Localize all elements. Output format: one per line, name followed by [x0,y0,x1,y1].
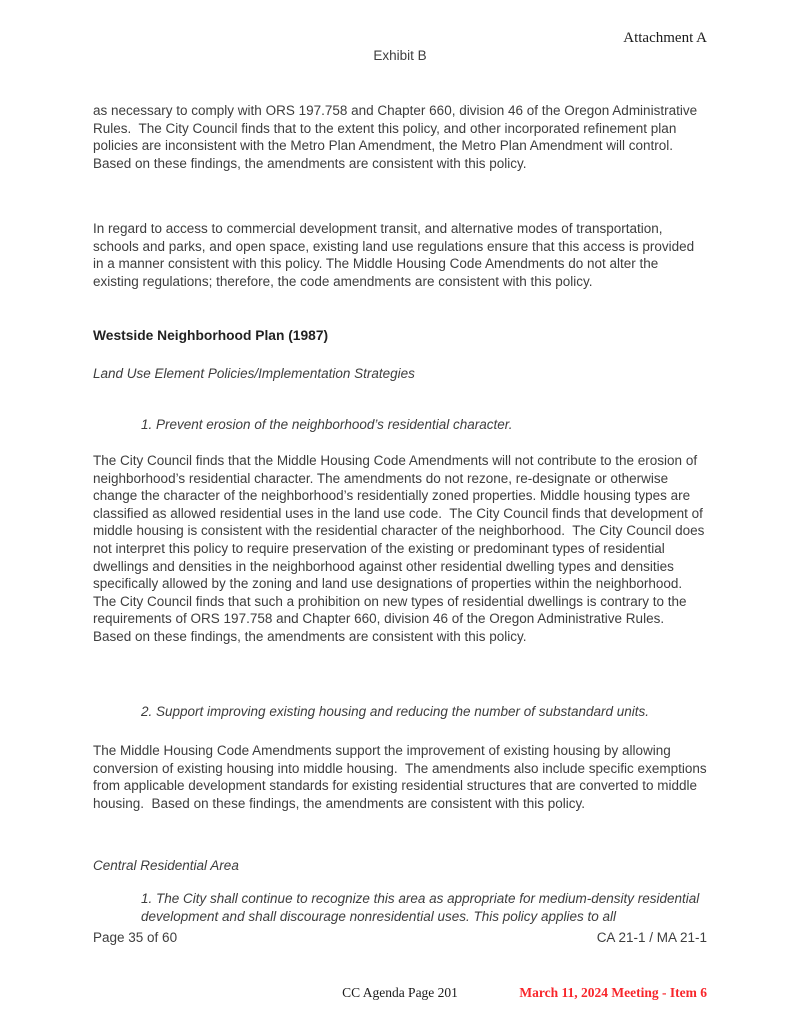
exhibit-label: Exhibit B [373,48,427,63]
paragraph-policy2-findings: The Middle Housing Code Amendments support the improvement of existing housing by allowing conversion of existing housing into middle housing. The amendments also include specific exemptions from applicable development standards for existing residential structures that are converted to middle housing. Based on these findings, the amendments are consistent with this policy. [93,743,711,811]
meeting-info-label: March 11, 2024 Meeting - Item 6 [519,985,707,1000]
section-heading-westside-plan: Westside Neighborhood Plan (1987) [93,328,329,343]
agenda-page-label: CC Agenda Page 201 [342,985,458,1000]
paragraph-policy1-findings: The City Council finds that the Middle Housing Code Amendments will not contribute to the erosion of neighborhood’s residential character. The amendments do not rezone, re-designate or otherwise change the character of the neighborhood’s residentially zoned properties. Middle housing types are classified as allowed residential uses in the land use code. The City Council finds that development of middle housing is consistent with the residential character of the neighborhood. The City Council does not interpret this policy to require preservation of the existing or predominant types of residential dwellings and densities in the neighborhood against other residential dwelling types and densities specifically allowed by the zoning and land use designations of properties within the neighborhood. The City Council finds that such a prohibition on new types of residential dwellings is contrary to the requirements of ORS 197.758 and Chapter 660, division 46 of the Oregon Administrative Rules. Based on these findings, the amendments are consistent with this policy. [93,453,709,644]
paragraph-ors-compliance: as necessary to comply with ORS 197.758 and Chapter 660, division 46 of the Oregon Administrative Rules. The City Council finds that to the extent this policy, and other incorporated refinement plan policies are inconsistent with the Metro Plan Amendment, the Metro Plan Amendment will control. Based on these findings, the amendments are consistent with this policy. [93,103,701,171]
page-footer [93,930,707,945]
case-number: CA 21-1 / MA 21-1 [596,930,707,945]
page-number: Page 35 of 60 [93,930,178,945]
subheading-central-residential-area: Central Residential Area [93,858,239,873]
subheading-land-use-element: Land Use Element Policies/Implementation Strategies [93,366,415,381]
paragraph-access-transit: In regard to access to commercial development transit, and alternative modes of transportation, schools and parks, and open space, existing land use regulations ensure that this access is provided in a manner consistent with this policy. The Middle Housing Code Amendments do not alter the existing regulations; therefore, the code amendments are consistent with this policy. [93,221,698,289]
policy-item-2: 2. Support improving existing housing and reducing the number of substandard units. [141,704,650,719]
attachment-label: Attachment A [623,30,707,46]
central-area-policy-item-1: 1. The City shall continue to recognize this area as appropriate for medium-density residential development and shall discourage nonresidential uses. This policy applies to all [141,891,704,924]
policy-item-1: 1. Prevent erosion of the neighborhood’s residential character. [141,417,513,432]
